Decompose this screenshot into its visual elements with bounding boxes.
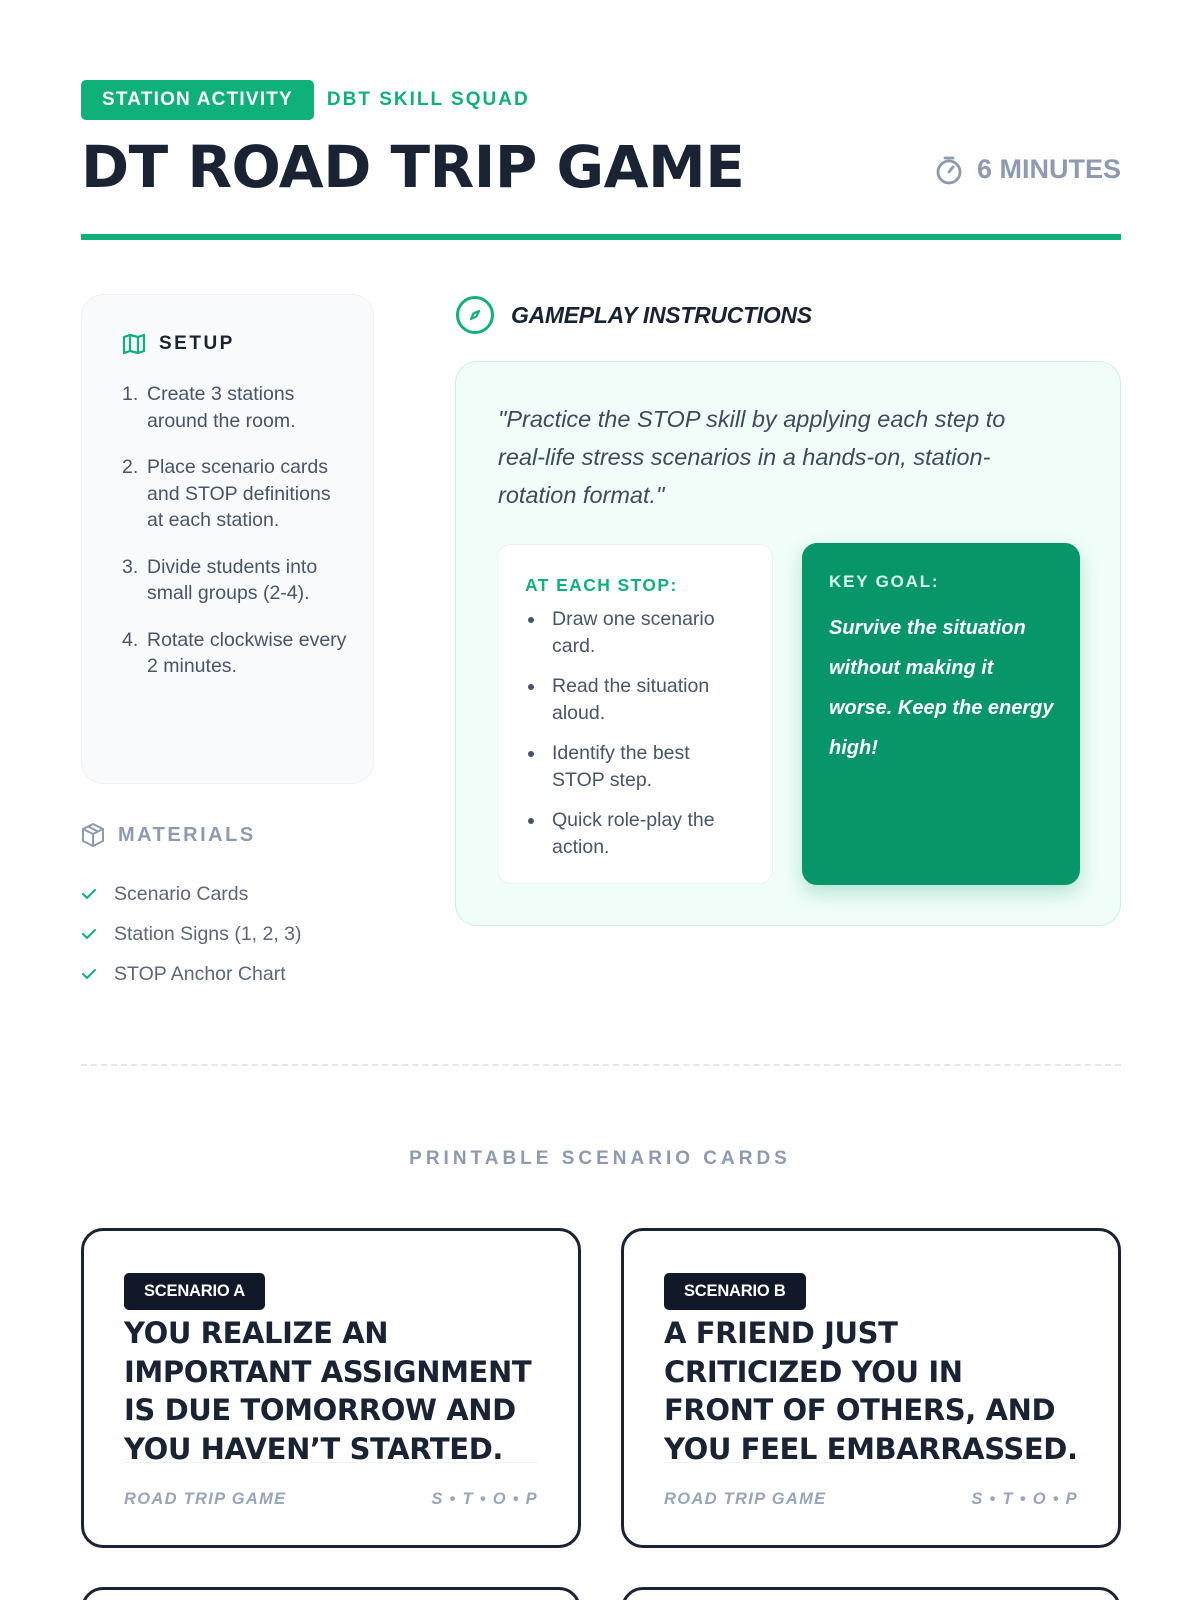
duration: [935, 154, 1121, 185]
scenario-footer: [124, 1462, 538, 1509]
setup-card: [81, 294, 374, 784]
gameplay-panel: [455, 361, 1121, 926]
materials-list: [81, 874, 381, 994]
step-number: 3.: [122, 555, 139, 578]
page-title: DT ROAD TRIP GAME: [81, 133, 745, 201]
section-divider: [81, 1064, 1121, 1066]
scenario-card-partial: [621, 1587, 1121, 1600]
list-item-text: Draw one scenario card.: [552, 608, 715, 657]
materials-section: [81, 822, 381, 994]
material-item: [81, 874, 381, 914]
step-number: 2.: [122, 456, 139, 478]
at-each-stop-card: [497, 544, 773, 884]
list-item: [525, 807, 746, 860]
gameplay-heading: [456, 296, 812, 334]
list-item: [525, 606, 746, 659]
list-item-text: Identify the best STOP step.: [552, 742, 690, 791]
scenario-text: A FRIEND JUST CRITICIZED YOU IN FRONT OF OTHERS, AND YOU FEEL EMBARRASSED.: [664, 1316, 1078, 1466]
gameplay-title: GAMEPLAY INSTRUCTIONS: [511, 301, 812, 328]
footer-game-name: ROAD TRIP GAME: [124, 1490, 287, 1508]
header-rule: [81, 234, 1121, 240]
scenario-footer: [664, 1462, 1078, 1509]
key-goal-heading: KEY GOAL:: [829, 572, 940, 591]
tag-row: [81, 80, 1121, 120]
at-each-stop-heading: AT EACH STOP:: [525, 575, 678, 595]
step-text: Rotate clockwise every 2 minutes.: [147, 628, 347, 677]
check-icon: [81, 887, 97, 901]
materials-heading-label: MATERIALS: [118, 823, 256, 846]
at-each-stop-list: [525, 606, 746, 860]
footer-stop-letters: S • T • O • P: [971, 1490, 1078, 1508]
page-header: [81, 80, 1121, 201]
step-number: 1.: [122, 383, 139, 405]
scenario-text: YOU REALIZE AN IMPORTANT ASSIGNMENT IS DUE TOMORROW AND YOU HAVEN’T STARTED.: [124, 1316, 532, 1466]
setup-heading-label: SETUP: [159, 333, 235, 354]
material-item: [81, 914, 381, 954]
materials-heading: [81, 822, 381, 848]
bullet-icon: [525, 673, 552, 726]
bullet-icon: [525, 606, 552, 659]
list-item: [525, 740, 746, 793]
bullet-icon: [525, 740, 552, 793]
box-icon: [81, 822, 105, 848]
setup-step: [122, 627, 347, 680]
gameplay-quote: "Practice the STOP skill by applying each step to real-life stress scenarios in a hands-on, station-rotation format.": [498, 406, 1006, 508]
program-tag: DBT SKILL SQUAD: [326, 89, 530, 110]
activity-tag: STATION ACTIVITY: [81, 80, 314, 120]
material-label: Scenario Cards: [114, 882, 249, 905]
setup-steps: [122, 381, 347, 680]
bullet-icon: [525, 807, 552, 860]
scenario-badge: SCENARIO A: [124, 1273, 265, 1310]
list-item-text: Quick role-play the action.: [552, 809, 715, 858]
stopwatch-icon: [935, 155, 963, 185]
material-item: [81, 954, 381, 994]
check-icon: [81, 967, 97, 981]
scenario-badge: SCENARIO B: [664, 1273, 806, 1310]
step-text: Place scenario cards and STOP definitions at each station.: [147, 456, 331, 531]
scenario-card: [81, 1228, 581, 1548]
scenario-card-partial: [81, 1587, 581, 1600]
step-text: Divide students into small groups (2-4).: [147, 555, 318, 604]
map-icon: [122, 333, 146, 355]
list-item: [525, 673, 746, 726]
footer-game-name: ROAD TRIP GAME: [664, 1490, 827, 1508]
setup-heading: [122, 333, 347, 355]
footer-stop-letters: S • T • O • P: [431, 1490, 538, 1508]
key-goal-card: [802, 543, 1080, 885]
material-label: Station Signs (1, 2, 3): [114, 922, 302, 945]
compass-icon: [456, 296, 494, 334]
list-item-text: Read the situation aloud.: [552, 675, 710, 724]
printable-heading: PRINTABLE SCENARIO CARDS: [409, 1148, 791, 1169]
material-label: STOP Anchor Chart: [114, 962, 286, 985]
step-number: 4.: [122, 628, 139, 651]
setup-step: [122, 381, 347, 434]
duration-label: 6 MINUTES: [976, 154, 1121, 184]
check-icon: [81, 927, 97, 941]
key-goal-text: Survive the situation without making it worse. Keep the energy high!: [829, 617, 1054, 759]
scenario-card: [621, 1228, 1121, 1548]
setup-step: [122, 554, 347, 607]
setup-step: [122, 454, 347, 534]
step-text: Create 3 stations around the room.: [147, 383, 296, 432]
